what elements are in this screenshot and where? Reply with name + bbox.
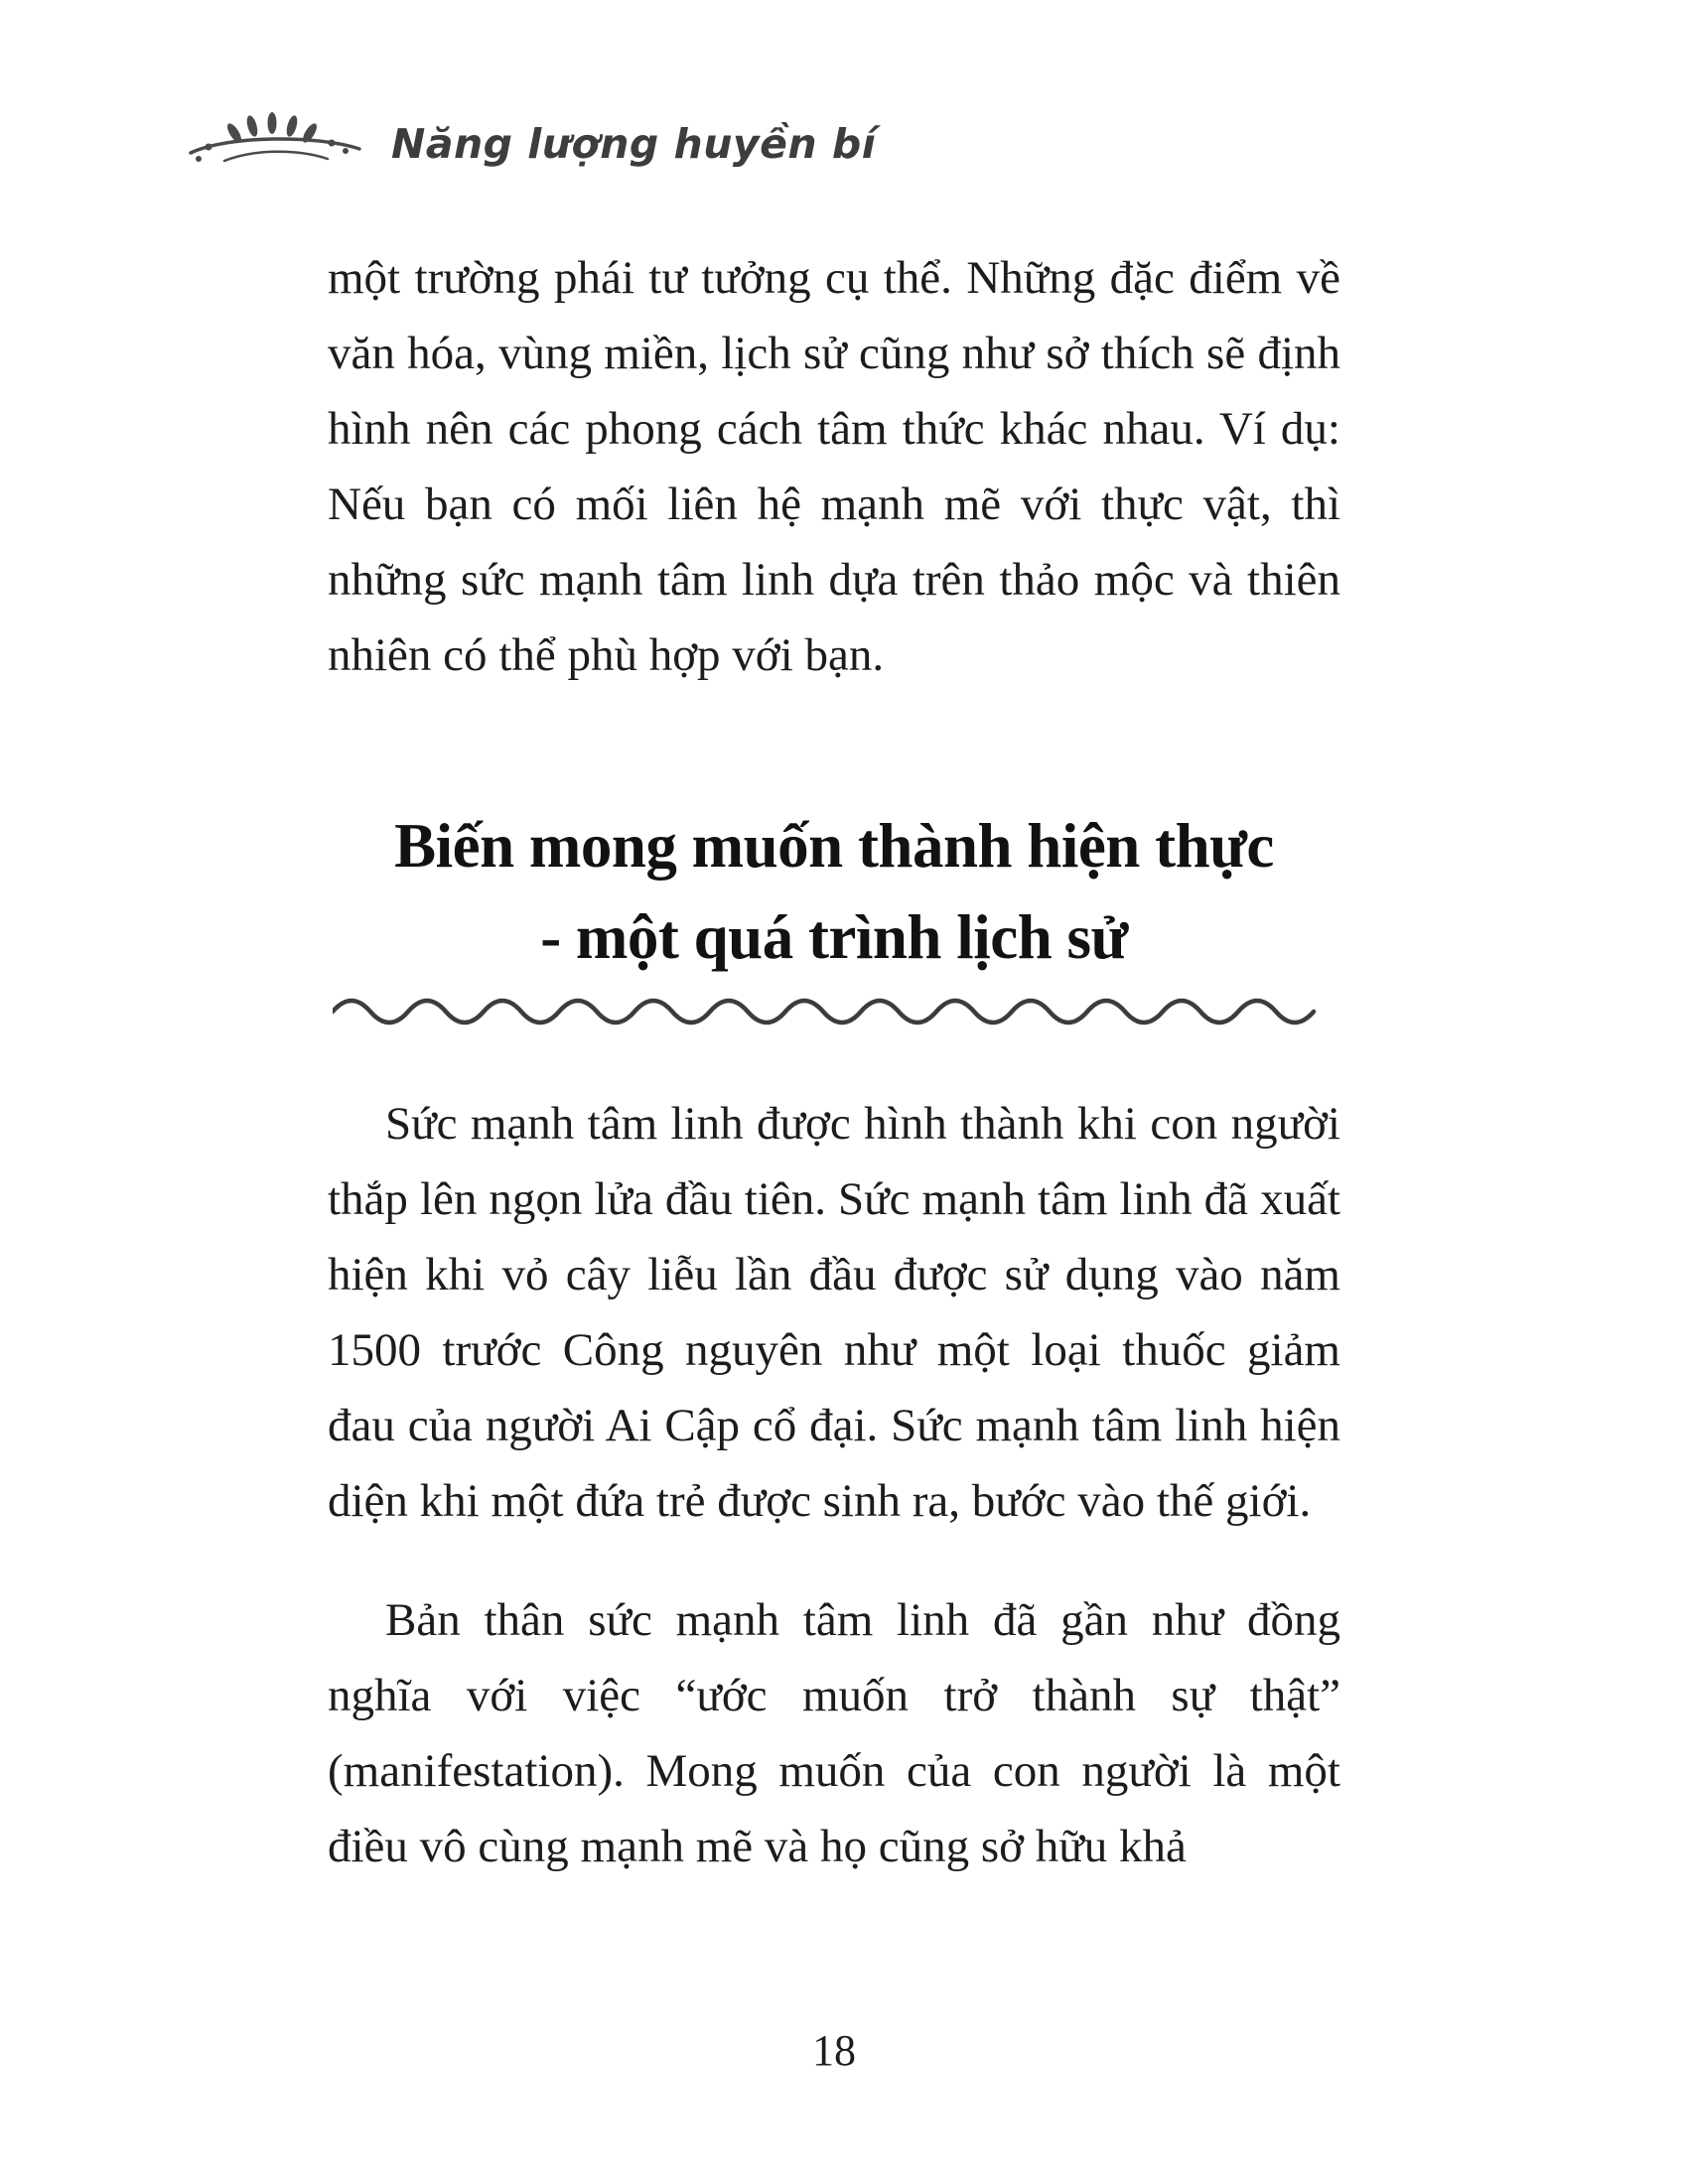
- running-header-title: Năng lượng huyền bí: [391, 120, 877, 168]
- body-paragraph-3: Bản thân sức mạnh tâm linh đã gần như đồng nghĩa với việc “ước muốn trở thành sự thật” (manifestation). Mong muốn của con người là một điều vô cùng mạnh mẽ và họ cũng sở hữu khả: [328, 1594, 1340, 1872]
- page-content: [328, 240, 1340, 1884]
- section-heading-line-2: - một quá trình lịch sử: [540, 902, 1128, 972]
- page-footer: [328, 2025, 1340, 2076]
- body-paragraph-1: một trường phái tư tưởng cụ thể. Những đặc điểm về văn hóa, vùng miền, lịch sử cũng như sở thích sẽ định hình nên các phong cách tâm thức khác nhau. Ví dụ: Nếu bạn có mối liên hệ mạnh mẽ với thực vật, thì những sức mạnh tâm linh dựa trên thảo mộc và thiên nhiên có thể phù hợp với bạn.: [328, 252, 1340, 681]
- page-number: 18: [812, 2026, 856, 2075]
- branch-flourish-icon: [187, 111, 363, 177]
- body-paragraph-2: Sức mạnh tâm linh được hình thành khi con người thắp lên ngọn lửa đầu tiên. Sức mạnh tâm linh đã xuất hiện khi vỏ cây liễu lần đầu được sử dụng vào năm 1500 trước Công nguyên như một loại thuốc giảm đau của người Ai Cập cổ đại. Sức mạnh tâm linh hiện diện khi một đứa trẻ được sinh ra, bước vào thế giới.: [328, 1098, 1340, 1527]
- page-header: [187, 111, 876, 177]
- section-heading: [328, 800, 1340, 983]
- wavy-divider: [328, 995, 1340, 1028]
- section-heading-line-1: Biến mong muốn thành hiện thực: [394, 811, 1274, 881]
